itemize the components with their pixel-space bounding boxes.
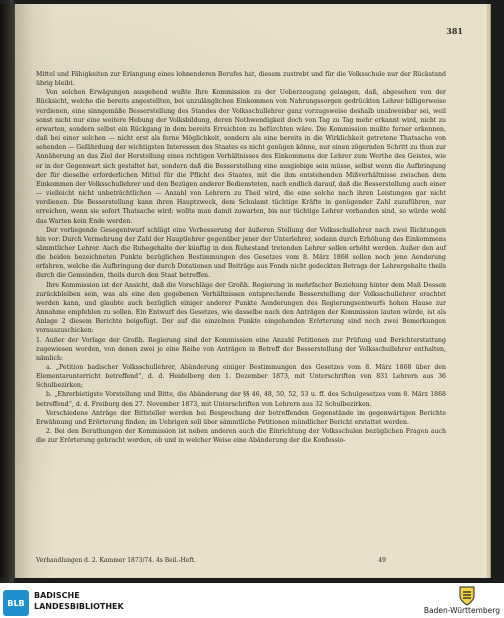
blb-logo-icon[interactable] — [3, 590, 29, 616]
paragraph-4: Ihre Kommission ist der Ansicht, daß die Vorschläge der Großh. Regierung in mehrfacher Beziehung hinter dem Maß Dessen zurückbleiben sein, was als eine den gegebenen Verhältnissen entsprechende Besserstellung der Volksschullehrer erachtet werden kann, und glaubte auch bezüglich einiger anderer Punkte Aenderungen des Regierungsentwurfs hohen Hause zur Annahme empfehlen zu sollen. Ein Entwurf des Gesetzes, wie dasselbe nach den Anträgen der Kommission lauten würde, ist als Anlage 2 diesem Berichte beigefügt. Der auf die einzelnen Punkte eingehenden Erörterung sind noch zwei Bemerkungen vorauszuschicken: — [36, 281, 446, 335]
page-footer — [36, 557, 446, 564]
library-name-line-1: BADISCHE — [34, 591, 80, 600]
petition-b: b. „Ehrerbietigste Vorstellung und Bitte, die Abänderung der §§ 46, 48, 50, 52, 53 u. ff. des Schulgesetzes vom 8. März 1868 betreffend“, d. d. Freiburg den 27. November 1873, mit Unterschriften von Lehrern aus 32 Schulbezirken. — [36, 391, 446, 408]
page-number: 381 — [446, 26, 463, 36]
coat-of-arms-icon — [458, 586, 476, 606]
paragraph-1: Mittel und Fähigkeiten zur Erlangung eines lohnenderen Berufes hat, diesem zustrebt und für die Volksschule nur der Rückstand übrig bleibt. — [36, 71, 446, 88]
paragraph-8: Verschiedene Anträge der Bittsteller werden bei Besprechung der betreffenden Gegenstände im gegenwärtigen Berichte Erwähnung und Erörterung finden; im Uebrigen soll über sämmtliche Petitionen mündlicher Bericht erstattet werden. — [36, 409, 446, 426]
page-body — [36, 70, 446, 445]
paragraph-3: Der vorliegende Gesegentwurf schlägt eine Verbesserung der äußeren Stellung der Volksschullehrer nach zwei Richtungen hin vor: Durch Vermehrung der Zahl der Hauptlehrer gegenüber jener der Unterlehrer, sodann durch Erhöhung des Einkommens sämmtlicher Lehrer. Auch die Ruhegehalte der künftig in den Ruhestand tretenden Lehrer sollen erhöht werden. Außer den auf die beiden bezeichneten Punkte bezüglichen Bestimmungen des Gesetzes vom 8. März 1868 sollen noch jene Aenderung erfahren, welche die Aufbringung der durch Dotationen und Beiträge aus Fonds nicht gedeckten Betrags der Lehrergehalte theils durch die Gemeinden, theils durch den Staat betreffen. — [36, 226, 446, 280]
blb-logo-text: BLB — [7, 598, 25, 608]
paragraph-9: 2. Bei den Berathungen der Kommission ist neben anderen auch die Einrichtung der Volksschulen bezüglichen Fragen auch die zur Erörterung gebracht worden, ob und in welcher Weise eine Abänderung der die Konfessio- — [36, 428, 446, 445]
footer-source: Verhandlungen d. 2. Kammer 1873/74. 4s Beil.-Heft. — [36, 557, 196, 564]
paragraph-2: Von solchen Erwägungen ausgehend wußte Ihre Kommission zu der Ueberzeugung gelangen, daß, abgesehen von der Rücksicht, welche die bereits angestellten, bei unzulänglichen Einkommen von Nahrungssorgen gedrückten Lehrer billigerweise verdienen, eine sinngemäße Besserstellung des Standes der Volksschullehrer ganz vorzugsweise deshalb unabweisbar sei, weil sonst nicht nur eine weitere Hebung der Volksbildung, deren Nothwendigkeit doch von Tag zu Tag mehr erkannt wird, nicht zu erwarten, sondern selbst ein Rückgang in dem bereits Erreichten zu befürchten wäre. Die Kommission mußte ferner erkennen, daß bei einer solchen — nicht erst als ferne Möglichkeit, sondern als eine bereits in die Wirklichkeit getretene Thatsache von sehenden — Gefährdung der wichtigsten Interessen des Staates es nicht genügen könne, nur einen zögernden Schritt zu thun zur Annäherung an das Ziel der Herstellung eines richtigen Verhältnisses des Einkommens der Lehrer zum Werthe des Geistes, wie er in der Gegenwart sich gestaltet hat, sondern daß die Besserstellung eine ausgiebige sein müsse, selbst wenn die Aufbringung der für dieselbe erforderlichen Mittel für die Pflicht des Staates, mit die ihm entstehenden Mißverhältnisse zwischen dem Einkommen der Volksschullehrer und den Bezügen anderer Bediensteten, nach endlich darauf, daß die Besserstellung auch einer — vielleicht nicht unbeträchtlichen — Anzahl von Lehrern zu Theil wird, die eine solche nach ihren Leistungen gar nicht verdienen. Die Besserstellung kann ihren Hauptzweck, dem Schulamt tüchtige Kräfte in genügender Zahl zuzuführen, nur erreichen, wenn sie sofort Thatsache wird; wollte man damit zuwarten, bis nur tüchtige Lehrer vorhanden sind, so würde wohl das Warten kein Ende werden. — [36, 89, 446, 225]
petition-a: a. „Petition badischer Volksschullehrer, Abänderung einiger Bestimmungen des Gesetzes vom 8. März 1868 über den Elementarunterricht betreffend“, d. d. Heidelberg den 1. Dezember 1873, mit Unterschriften von 831 Lehrern aus 36 Schulbezirken; — [36, 364, 446, 390]
library-name-line-2: LANDESBIBLIOTHEK — [34, 602, 124, 611]
footer-sheet-number: 49 — [378, 557, 386, 564]
library-name[interactable] — [34, 590, 124, 612]
paragraph-5: 1. Außer der Vorlage der Großh. Regierung sind der Kommission eine Anzahl Petitionen zur Prüfung und Berichterstattung zugewiesen worden, von denen zwei je eine Reihe von Anträgen in Betreff der Besserstellung der Volksschullehrer enthalten, nämlich: — [36, 336, 446, 362]
state-name: Baden-Württemberg — [423, 606, 500, 615]
